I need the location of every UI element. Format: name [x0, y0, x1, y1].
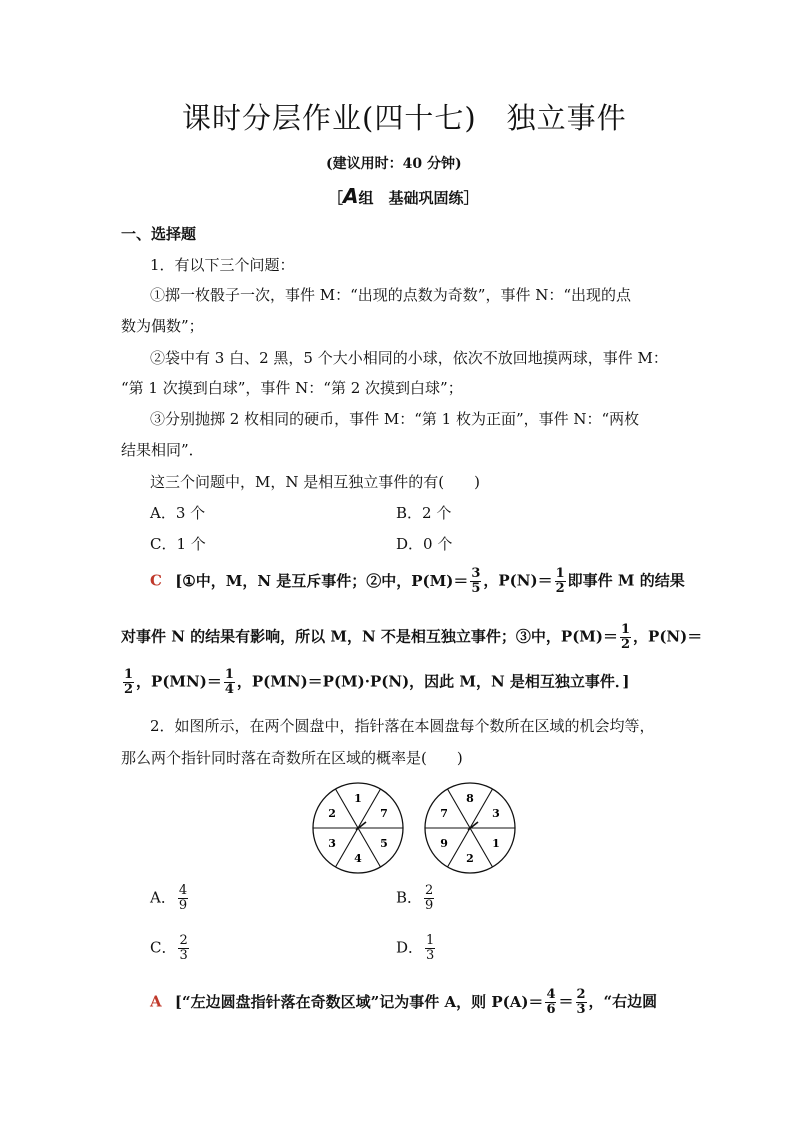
time-note: (建议用时：40 分钟) [326, 156, 462, 172]
q1-exp-text: ，P(MN)＝ [136, 672, 222, 691]
q1-explanation-line2 [121, 623, 702, 652]
numerator: 4 [546, 987, 556, 1002]
denominator: 3 [426, 948, 435, 963]
numerator: 2 [425, 883, 434, 898]
q2-exp-text: ＝ [558, 992, 574, 1011]
q1-item3-cont: 结果相同”． [121, 441, 204, 459]
q2-option-b [396, 884, 436, 913]
fraction [123, 668, 134, 697]
q1-item1: ①掷一枚骰子一次，事件 M：“出现的点数为奇数”，事件 N：“出现的点 [150, 286, 632, 304]
fraction [425, 934, 435, 963]
denominator: 4 [224, 682, 234, 697]
denominator: 3 [576, 1002, 586, 1017]
q1-exp-text: ，P(N)＝ [633, 627, 703, 646]
numerator: 1 [621, 622, 631, 637]
q2-stem: 2．如图所示，在两个圆盘中，指针落在本圆盘每个数所在区域的机会均等， [150, 717, 655, 735]
denominator: 2 [124, 682, 134, 697]
bracket-left: ［ [328, 189, 344, 207]
q2-exp-text: ，“右边圆 [588, 992, 658, 1011]
section-heading: 一、选择题 [121, 225, 197, 243]
q1-question: 这三个问题中，M，N 是相互独立事件的有( ) [150, 473, 480, 491]
numerator: 3 [471, 566, 481, 581]
group-header [328, 184, 479, 208]
option-label: D． [396, 938, 424, 957]
fraction [224, 668, 235, 697]
fraction [470, 567, 481, 596]
fraction [620, 623, 631, 652]
q2-stem-cont: 那么两个指针同时落在奇数所在区域的概率是( ) [121, 749, 463, 767]
q1-option-d: D．0 个 [396, 535, 453, 553]
sector-label: 1 [492, 837, 500, 850]
group-name: 组 基础巩固练 [358, 189, 464, 207]
option-label: C． [150, 938, 177, 957]
fraction [555, 567, 566, 596]
sector-label: 3 [328, 837, 336, 850]
sector-label: 3 [492, 807, 500, 820]
denominator: 6 [546, 1002, 556, 1017]
page-title: 课时分层作业(四十七) 独立事件 [182, 101, 627, 135]
sector-label: 8 [466, 792, 474, 805]
sector-label: 5 [380, 837, 388, 850]
fraction [178, 884, 188, 913]
fraction [424, 884, 434, 913]
numerator: 1 [224, 667, 234, 682]
numerator: 1 [124, 667, 134, 682]
denominator: 9 [425, 898, 434, 913]
q2-option-d [396, 934, 437, 963]
numerator: 1 [555, 566, 565, 581]
denominator: 3 [179, 948, 188, 963]
q1-item2: ②袋中有 3 白、2 黑，5 个大小相同的小球，依次不放回地摸两球，事件 M： [150, 349, 668, 367]
q2-answer: A [150, 992, 162, 1011]
q1-stem: 1．有以下三个问题： [150, 256, 295, 274]
sector-label: 7 [440, 807, 448, 820]
fraction [545, 988, 556, 1017]
bracket-right: ］ [463, 189, 479, 207]
denominator: 9 [178, 898, 188, 913]
q2-option-a [150, 884, 190, 913]
option-label: B． [396, 888, 423, 907]
sector-label: 2 [466, 852, 474, 865]
q1-item1-cont: 数为偶数”； [121, 317, 204, 335]
fraction [178, 934, 188, 963]
numerator: 4 [178, 883, 188, 898]
q1-exp-text: 即事件 M 的结果 [567, 571, 685, 590]
q1-item2-cont: “第 1 次摸到白球”，事件 N：“第 2 次摸到白球”； [121, 379, 463, 397]
q1-explanation-line1 [150, 567, 685, 596]
q1-option-c: C．1 个 [150, 535, 206, 553]
q1-exp-text: 对事件 N 的结果有影响，所以 M，N 不是相互独立事件；③中，P(M)＝ [121, 627, 618, 646]
right-disk [425, 783, 515, 873]
sector-label: 4 [354, 852, 362, 865]
denominator: 5 [471, 581, 481, 596]
q1-exp-text: ，P(MN)＝P(M)·P(N)，因此 M，N 是相互独立事件．] [236, 672, 630, 691]
q1-option-b: B．2 个 [396, 504, 452, 522]
q1-option-a: A．3 个 [150, 504, 206, 522]
left-disk [313, 783, 403, 873]
numerator: 2 [576, 987, 586, 1002]
option-label: A． [150, 888, 176, 907]
sector-label: 9 [440, 837, 448, 850]
q1-exp-text: [①中，M，N 是互斥事件；②中，P(M)＝ [175, 571, 469, 590]
q1-answer: C [150, 571, 162, 590]
q1-exp-text: ，P(N)＝ [483, 571, 553, 590]
q2-explanation-line1 [150, 988, 657, 1017]
sector-label: 7 [380, 807, 388, 820]
group-letter: A [343, 184, 359, 208]
sector-label: 2 [328, 807, 336, 820]
fraction [576, 988, 587, 1017]
numerator: 2 [179, 933, 188, 948]
q1-explanation-line3 [121, 668, 630, 697]
numerator: 1 [426, 933, 435, 948]
sector-label: 1 [354, 792, 362, 805]
q2-exp-text: [“左边圆盘指针落在奇数区域”记为事件 A，则 P(A)＝ [174, 992, 544, 1011]
q2-option-c [150, 934, 191, 963]
q1-item3: ③分别抛掷 2 枚相同的硬币，事件 M：“第 1 枚为正面”，事件 N：“两枚 [150, 410, 640, 428]
denominator: 2 [621, 637, 631, 652]
spinner-figure [300, 778, 530, 878]
denominator: 2 [555, 581, 565, 596]
